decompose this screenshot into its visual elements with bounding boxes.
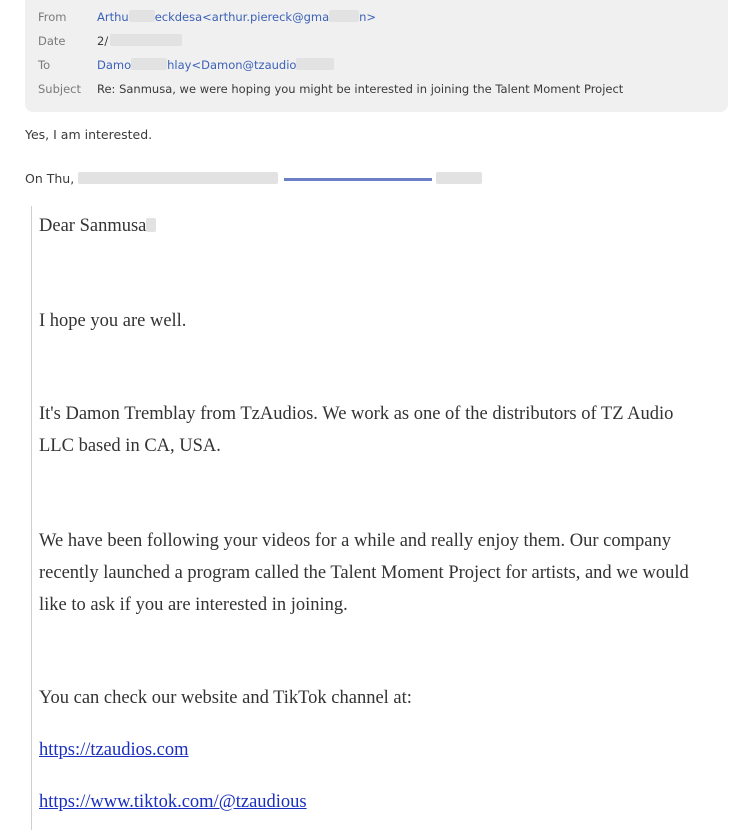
redaction xyxy=(296,58,334,70)
from-value-a: Arthu xyxy=(97,10,129,24)
from-value-c: n> xyxy=(359,10,377,24)
on-thu-text: On Thu, xyxy=(25,171,75,186)
subject-value: Re: Sanmusa, we were hoping you might be interested in joining the Talent Moment Project xyxy=(97,82,624,96)
from-value-b: eckdesa<arthur.piereck@gma xyxy=(154,10,330,24)
website-link[interactable]: https://tzaudios.com xyxy=(39,740,189,760)
date-value xyxy=(97,34,182,48)
to-value-a: Damo xyxy=(97,58,132,72)
greeting-text: Dear Sanmusa xyxy=(39,216,147,236)
date-text: 2/ xyxy=(97,34,109,48)
redaction xyxy=(329,10,359,22)
redaction xyxy=(146,218,156,232)
check-paragraph: You can check our website and TikTok channel at: xyxy=(39,688,412,708)
intro-line-2: LLC based in CA, USA. xyxy=(39,436,221,456)
reply-text: Yes, I am interested. xyxy=(25,127,153,142)
follow-line-2: recently launched a program called the Talent Moment Project for artists, and we would xyxy=(39,563,689,583)
hope-paragraph: I hope you are well. xyxy=(39,311,187,331)
from-value[interactable] xyxy=(97,10,376,24)
to-label: To xyxy=(38,58,51,72)
follow-line-3: like to ask if you are interested in joining. xyxy=(39,595,348,615)
quote-bar xyxy=(31,206,32,830)
redaction xyxy=(436,172,482,184)
date-label: Date xyxy=(38,34,66,48)
intro-line-1: It's Damon Tremblay from TzAudios. We work as one of the distributors of TZ Audio xyxy=(39,404,674,424)
from-label: From xyxy=(38,10,67,24)
redaction xyxy=(131,58,167,70)
redaction xyxy=(110,34,182,46)
quote-attribution xyxy=(25,171,482,186)
to-value[interactable] xyxy=(97,58,334,72)
tiktok-link[interactable]: https://www.tiktok.com/@tzaudious xyxy=(39,792,307,812)
redaction xyxy=(78,172,278,184)
greeting xyxy=(39,210,156,242)
follow-line-1: We have been following your videos for a while and really enjoy them. Our company xyxy=(39,531,671,551)
subject-label: Subject xyxy=(38,82,81,96)
redaction xyxy=(129,10,155,22)
email-header xyxy=(25,0,728,112)
redacted-email-link[interactable] xyxy=(284,178,432,181)
to-value-b: hlay<Damon@tzaudio xyxy=(167,58,297,72)
